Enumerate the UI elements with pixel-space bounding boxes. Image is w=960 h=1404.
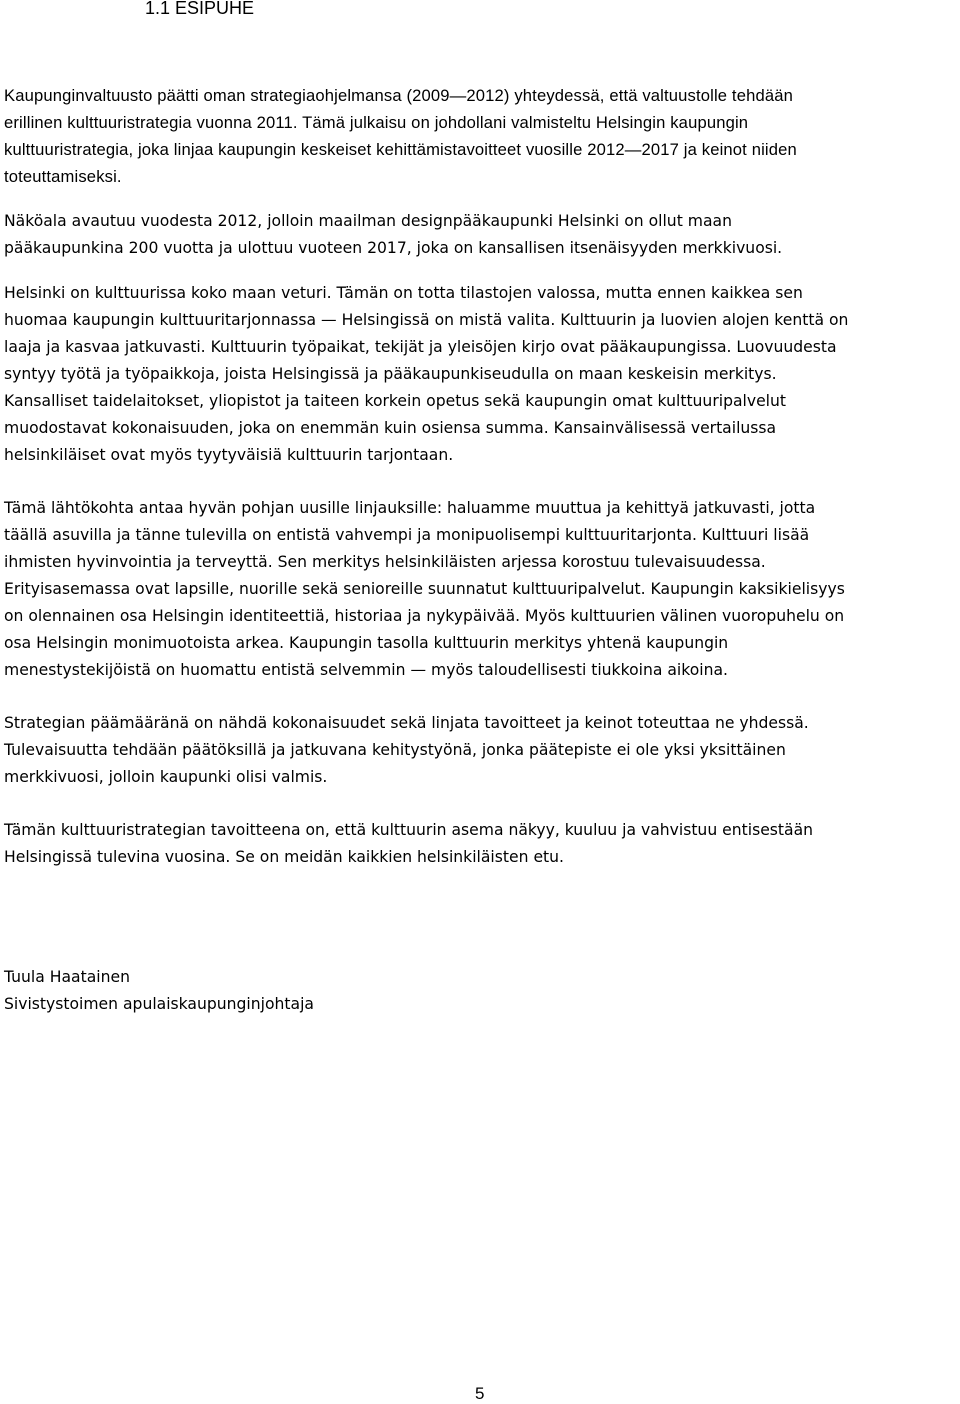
paragraph-aim: Tämän kulttuuristrategian tavoitteena on, että kulttuurin asema näkyy, kuuluu ja vahvistuu entisestään Helsingissä tulevina vuosina. Se on meidän kaikkien helsinkiläisten etu. [4, 821, 814, 866]
section-heading: 1.1 ESIPUHE [145, 0, 255, 18]
signature-block [4, 964, 314, 1018]
signatory-title: Sivistystoimen apulaiskaupunginjohtaja [4, 995, 314, 1013]
signatory-name: Tuula Haatainen [4, 968, 130, 986]
paragraph-culture-leader: Helsinki on kulttuurissa koko maan veturi. Tämän on totta tilastojen valossa, mutta ennen kaikkea sen huomaa kaupungin kulttuuritarjonnassa — Helsingissä on mistä valita. Kulttuurin ja luovien alojen kenttä on laaja ja kasvaa jatkuvasti. Kulttuurin työpaikat, tekijät ja yleisöjen kirjo ovat pääkaupungissa. Luovuudesta syntyy työtä ja työpaikkoja, joista Helsingissä ja pääkaupunkiseudulla on maan keskeisin merkitys. Kansalliset taidelaitokset, yliopistot ja taiteen korkein opetus sekä kaupungin omat kulttuuripalvelut muodostavat kokonaisuuden, joka on enemmän kuin osiensa summa. Kansainvälisessä vertailussa helsinkiläiset ovat myös tyytyväisiä kulttuurin tarjontaan. [4, 284, 849, 464]
document-body [4, 82, 959, 871]
paragraph-strategy-goal: Strategian päämääränä on nähdä kokonaisuudet sekä linjata tavoitteet ja keinot toteuttaa ne yhdessä. Tulevaisuutta tehdään päätöksillä ja jatkuvana kehitystyönä, jonka päätepiste ei ole yksi yksittäinen merkkivuosi, jolloin kaupunki olisi valmis. [4, 714, 809, 786]
paragraph-intro: Kaupunginvaltuusto päätti oman strategiaohjelmansa (2009—2012) yhteydessä, että valtuustolle tehdään erillinen kulttuuristrategia vuonna 2011. Tämä julkaisu on johdollani valmisteltu Helsingin kaupungin kulttuuristrategia, joka linjaa kaupungin keskeiset kehittämistavoitteet vuosille 2012—2017 ja keinot niiden toteuttamiseksi. [4, 86, 797, 186]
page-number: 5 [475, 1384, 485, 1403]
paragraph-outlook: Näköala avautuu vuodesta 2012, jolloin maailman designpääkaupunki Helsinki on ollut maan pääkaupunkina 200 vuotta ja ulottuu vuoteen 2017, joka on kansallisen itsenäisyyden merkkivuosi. [4, 212, 783, 257]
paragraph-starting-point: Tämä lähtökohta antaa hyvän pohjan uusille linjauksille: haluamme muuttua ja kehittyä jatkuvasti, jotta täällä asuvilla ja tänne tulevilla on entistä vahvempi ja monipuolisempi kulttuuritarjonta. Kulttuuri lisää ihmisten hyvinvointia ja terveyttä. Sen merkitys helsinkiläisten arjessa korostuu tulevaisuudessa. Erityisasemassa ovat lapsille, nuorille sekä senioreille suunnatut kulttuuripalvelut. Kaupungin kaksikielisyys on olennainen osa Helsingin identiteettiä, historiaa ja nykypäivää. Myös kulttuurien välinen vuoropuhelu on osa Helsingin monimuotoista arkea. Kaupungin tasolla kulttuurin merkitys yhtenä kaupungin menestystekijöistä on huomattu entistä selvemmin — myös taloudellisesti tiukkoina aikoina. [4, 499, 845, 679]
